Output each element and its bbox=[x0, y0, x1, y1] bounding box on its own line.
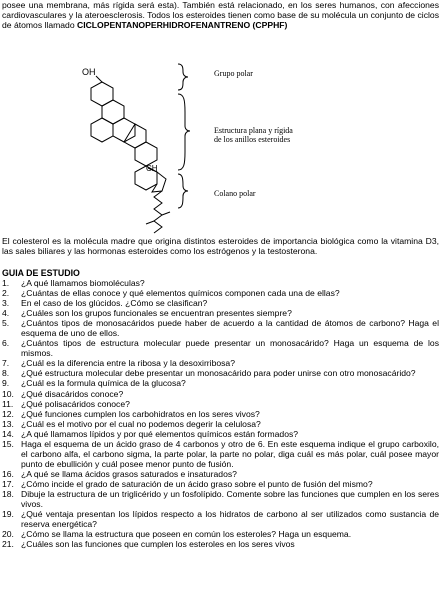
question-text: ¿Cuáles son las funciones que cumplen los esteroles en los seres vivos bbox=[21, 539, 295, 550]
question-text: ¿Cuántos tipos de monosacáridos puede haber de acuerdo a la cantidad de átomos de carbono? Haga el esquema de uno de ellos. bbox=[21, 318, 439, 339]
question-number: 5. bbox=[2, 318, 10, 329]
question-text: ¿A qué se llama ácidos grasos saturados e insaturados? bbox=[21, 468, 237, 479]
question-item bbox=[2, 509, 439, 529]
question-item bbox=[2, 358, 439, 368]
question-item bbox=[2, 389, 439, 399]
question-item bbox=[2, 288, 439, 298]
question-number: 3. bbox=[2, 298, 10, 309]
cpphf-term: CICLOPENTANOPERHIDROFENANTRENO (CPPHF) bbox=[77, 20, 288, 31]
question-text: ¿Cuáles son los grupos funcionales se encuentran presentes siempre? bbox=[21, 308, 292, 319]
colano-label: Colano polar bbox=[214, 189, 256, 198]
question-text: ¿Cuál es la formula química de la glucosa? bbox=[21, 378, 186, 389]
question-item bbox=[2, 278, 439, 288]
intro-paragraph bbox=[2, 0, 439, 31]
question-item bbox=[2, 308, 439, 318]
question-number: 21. bbox=[2, 539, 14, 550]
question-number: 12. bbox=[2, 408, 14, 419]
question-number: 4. bbox=[2, 308, 10, 319]
question-item bbox=[2, 399, 439, 409]
hydroxyl-label: OH bbox=[82, 67, 96, 77]
methyl-label: CH bbox=[146, 164, 158, 173]
summary-paragraph: El colesterol es la molécula madre que origina distintos esteroides de importancia biológica como la vitamina D3, las sales biliares y las hormonas esteroides como los estrógenos y la testosterona. bbox=[2, 236, 439, 257]
question-text: Dibuje la estructura de un triglicérido y un fosfolípido. Comente sobre las funciones que cumplen en los seres vivos. bbox=[21, 488, 439, 510]
question-item bbox=[2, 318, 439, 338]
question-text: ¿A qué llamamos biomoléculas? bbox=[21, 278, 145, 288]
question-number: 14. bbox=[2, 428, 14, 439]
question-text: ¿Qué disacáridos conoce? bbox=[21, 388, 124, 399]
question-text: Haga el esquema de un ácido graso de 4 carbonos y otro de 6. En este esquema indique el grupo carboxilo, el carbono alfa, el carbono sigma, la parte polar, la parte no polar, diga cuál es más polar, cuál posee mayor punto de ebullición y cuál posee menor punto de fusión. bbox=[21, 438, 439, 469]
question-number: 8. bbox=[2, 368, 10, 379]
question-text: ¿Cuántos tipos de estructura molecular puede presentar un monosacárido? Haga un esquema de los mismos. bbox=[21, 338, 439, 359]
question-text: En el caso de los glúcidos. ¿Cómo se clasifican? bbox=[21, 298, 208, 309]
question-number: 2. bbox=[2, 288, 10, 299]
question-number: 1. bbox=[2, 278, 10, 288]
question-text: ¿Cómo se llama la estructura que poseen en común los esteroles? Haga un esquema. bbox=[21, 529, 352, 540]
question-item bbox=[2, 368, 439, 378]
question-text: ¿Qué funciones cumplen los carbohidratos en los seres vivos? bbox=[21, 408, 260, 419]
question-text: ¿Cómo incide el grado de saturación de un ácido graso sobre el punto de fusión del mismo? bbox=[21, 478, 373, 489]
question-item bbox=[2, 439, 439, 469]
question-text: ¿Cuál es la diferencia entre la ribosa y la desoxirribosa? bbox=[21, 358, 235, 369]
question-item bbox=[2, 378, 439, 388]
question-item bbox=[2, 429, 439, 439]
question-number: 19. bbox=[2, 509, 14, 520]
question-number: 18. bbox=[2, 488, 14, 499]
intro-text: posee una membrana, más rígida será esta). También está relacionado, en los seres humanos, con afecciones cardiovasculares y la ateroesclerosis. Todos los esteroides tienen como base de su molécula un conjunto de ciclos de átomos llamado bbox=[2, 0, 439, 31]
cholesterol-skeleton-diagram bbox=[0, 58, 441, 234]
question-number: 20. bbox=[2, 529, 14, 540]
question-text: ¿Cuál es el motivo por el cual no podemos degerir la celulosa? bbox=[21, 418, 261, 429]
question-text: ¿Qué ventaja presentan los lípidos respecto a los hidratos de carbono al ser utilizados como sustancia de reserva energética? bbox=[21, 509, 439, 530]
question-item bbox=[2, 469, 439, 479]
question-item bbox=[2, 338, 439, 358]
question-number: 10. bbox=[2, 388, 14, 399]
question-number: 7. bbox=[2, 358, 10, 369]
question-item bbox=[2, 479, 439, 489]
question-text: ¿Cuántas de ellas conoce y qué elementos químicos componen cada una de ellas? bbox=[21, 288, 340, 299]
question-text: ¿A qué llamamos lípidos y por qué elementos químicos están formados? bbox=[21, 428, 299, 439]
rigid-rings-label: Estructura plana y rígida de los anillos esteroides bbox=[214, 126, 293, 144]
question-text: ¿Qué estructura molecular debe presentar un monosacárido para poder unirse con otro monosacárido? bbox=[21, 368, 416, 379]
question-number: 9. bbox=[2, 378, 10, 389]
study-guide-questions bbox=[2, 278, 439, 549]
question-number: 11. bbox=[2, 398, 14, 409]
question-text: ¿Qué polisacáridos conoce? bbox=[21, 398, 130, 409]
question-item bbox=[2, 419, 439, 429]
question-item bbox=[2, 539, 439, 549]
question-item bbox=[2, 489, 439, 509]
polar-group-label: Grupo polar bbox=[214, 69, 253, 78]
cholesterol-structure-figure bbox=[0, 58, 441, 234]
question-number: 17. bbox=[2, 478, 14, 489]
question-number: 15. bbox=[2, 438, 14, 449]
question-item bbox=[2, 529, 439, 539]
question-number: 6. bbox=[2, 338, 10, 349]
study-guide-title: GUIA DE ESTUDIO bbox=[2, 268, 80, 278]
question-number: 13. bbox=[2, 418, 14, 429]
question-number: 16. bbox=[2, 468, 14, 479]
question-item bbox=[2, 298, 439, 308]
question-item bbox=[2, 409, 439, 419]
